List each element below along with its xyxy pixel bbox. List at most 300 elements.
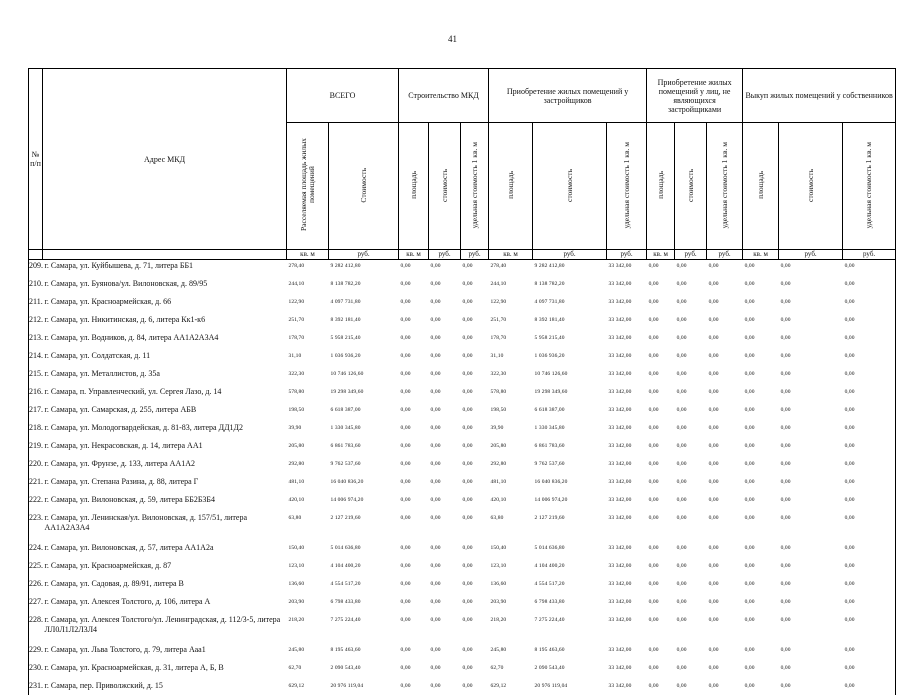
row-total-cost: 6 861 783,60 <box>329 437 399 455</box>
row-nondev-unit-cost: 0,00 <box>707 575 743 593</box>
row-construction-unit-cost: 0,00 <box>461 419 489 437</box>
row-construction-area: 0,00 <box>399 659 429 677</box>
table-row <box>29 593 896 611</box>
row-buyout-cost: 0,00 <box>779 311 843 329</box>
row-developer-area: 203,90 <box>489 593 533 611</box>
table-row <box>29 311 896 329</box>
table-row <box>29 329 896 347</box>
row-buyout-cost: 0,00 <box>779 539 843 557</box>
unit-cell: руб. <box>607 250 647 260</box>
unit-cell: руб. <box>675 250 707 260</box>
row-total-cost: 16 040 836,20 <box>329 473 399 491</box>
row-construction-cost: 0,00 <box>429 383 461 401</box>
row-number: 227. <box>29 593 43 611</box>
row-number: 213. <box>29 329 43 347</box>
row-construction-cost: 0,00 <box>429 557 461 575</box>
row-developer-unit-cost: 33 342,00 <box>607 437 647 455</box>
row-developer-area: 122,90 <box>489 293 533 311</box>
row-total-area: 629,12 <box>287 677 329 695</box>
row-construction-cost: 0,00 <box>429 611 461 641</box>
row-total-cost: 9 762 537,60 <box>329 455 399 473</box>
table-row <box>29 275 896 293</box>
row-total-cost: 7 275 224,40 <box>329 611 399 641</box>
row-developer-area: 136,60 <box>489 575 533 593</box>
row-buyout-unit-cost: 0,00 <box>843 311 896 329</box>
row-construction-area: 0,00 <box>399 611 429 641</box>
row-nondev-cost: 0,00 <box>675 557 707 575</box>
row-total-area: 244,10 <box>287 275 329 293</box>
row-buyout-cost: 0,00 <box>779 611 843 641</box>
row-construction-unit-cost: 0,00 <box>461 509 489 539</box>
row-construction-area: 0,00 <box>399 641 429 659</box>
row-address: г. Самара, ул. Некрасовская, д. 14, литера АА1 <box>43 437 287 455</box>
row-developer-cost: 4 104 400,20 <box>533 557 607 575</box>
row-buyout-area: 0,00 <box>743 419 779 437</box>
sub-header-area: площадь <box>489 123 533 250</box>
row-developer-unit-cost: 33 342,00 <box>607 419 647 437</box>
row-construction-area: 0,00 <box>399 311 429 329</box>
unit-cell: руб. <box>533 250 607 260</box>
row-construction-unit-cost: 0,00 <box>461 383 489 401</box>
row-number: 226. <box>29 575 43 593</box>
row-developer-area: 150,40 <box>489 539 533 557</box>
table-row <box>29 491 896 509</box>
row-developer-unit-cost: 33 342,00 <box>607 593 647 611</box>
row-developer-cost: 14 006 974,20 <box>533 491 607 509</box>
row-developer-unit-cost: 33 342,00 <box>607 539 647 557</box>
table-row <box>29 641 896 659</box>
row-nondev-area: 0,00 <box>647 275 675 293</box>
row-nondev-unit-cost: 0,00 <box>707 260 743 276</box>
unit-cell <box>29 250 43 260</box>
row-developer-unit-cost: 33 342,00 <box>607 641 647 659</box>
row-construction-area: 0,00 <box>399 347 429 365</box>
row-construction-cost: 0,00 <box>429 293 461 311</box>
table-row <box>29 539 896 557</box>
row-buyout-area: 0,00 <box>743 641 779 659</box>
row-address: г. Самара, ул. Красноармейская, д. 31, литера А, Б, В <box>43 659 287 677</box>
row-buyout-area: 0,00 <box>743 401 779 419</box>
sub-header-cost: стоимость <box>533 123 607 250</box>
row-construction-area: 0,00 <box>399 419 429 437</box>
row-developer-area: 39,90 <box>489 419 533 437</box>
table-row <box>29 293 896 311</box>
row-developer-cost: 2 127 219,60 <box>533 509 607 539</box>
row-buyout-area: 0,00 <box>743 575 779 593</box>
row-construction-unit-cost: 0,00 <box>461 311 489 329</box>
row-construction-cost: 0,00 <box>429 347 461 365</box>
row-nondev-area: 0,00 <box>647 473 675 491</box>
row-buyout-cost: 0,00 <box>779 491 843 509</box>
row-nondev-area: 0,00 <box>647 293 675 311</box>
row-number: 211. <box>29 293 43 311</box>
row-buyout-area: 0,00 <box>743 311 779 329</box>
unit-cell: кв. м <box>287 250 329 260</box>
row-developer-cost: 2 090 543,40 <box>533 659 607 677</box>
row-address: г. Самара, ул. Самарская, д. 255, литера АБВ <box>43 401 287 419</box>
row-address: г. Самара, ул. Алексея Толстого/ул. Ленинградская, д. 112/3-5, литера ЛЛ0Л1Л2Л3Л4 <box>43 611 287 641</box>
row-construction-area: 0,00 <box>399 509 429 539</box>
row-construction-area: 0,00 <box>399 455 429 473</box>
row-number: 212. <box>29 311 43 329</box>
row-construction-cost: 0,00 <box>429 659 461 677</box>
group-developer-header: Приобретение жилых помещений у застройщиков <box>489 69 647 123</box>
row-buyout-unit-cost: 0,00 <box>843 401 896 419</box>
row-developer-area: 578,80 <box>489 383 533 401</box>
row-address: г. Самара, ул. Степана Разина, д. 88, литера Г <box>43 473 287 491</box>
row-total-cost: 4 097 731,80 <box>329 293 399 311</box>
row-total-area: 178,70 <box>287 329 329 347</box>
row-nondev-area: 0,00 <box>647 260 675 276</box>
row-buyout-unit-cost: 0,00 <box>843 419 896 437</box>
row-developer-cost: 5 958 215,40 <box>533 329 607 347</box>
row-developer-area: 481,10 <box>489 473 533 491</box>
row-buyout-cost: 0,00 <box>779 641 843 659</box>
table-row <box>29 509 896 539</box>
table-row <box>29 260 896 276</box>
row-buyout-cost: 0,00 <box>779 473 843 491</box>
row-nondev-unit-cost: 0,00 <box>707 311 743 329</box>
row-developer-cost: 4 097 731,80 <box>533 293 607 311</box>
row-developer-unit-cost: 33 342,00 <box>607 311 647 329</box>
row-construction-cost: 0,00 <box>429 593 461 611</box>
sub-header-unit-cost: удельная стоимость 1 кв. м <box>607 123 647 250</box>
row-nondev-cost: 0,00 <box>675 419 707 437</box>
row-construction-unit-cost: 0,00 <box>461 293 489 311</box>
row-buyout-cost: 0,00 <box>779 419 843 437</box>
row-developer-cost: 5 014 636,80 <box>533 539 607 557</box>
row-construction-area: 0,00 <box>399 473 429 491</box>
row-construction-area: 0,00 <box>399 365 429 383</box>
sub-header-area: площадь <box>399 123 429 250</box>
table-row <box>29 677 896 695</box>
row-buyout-unit-cost: 0,00 <box>843 641 896 659</box>
row-construction-cost: 0,00 <box>429 311 461 329</box>
row-buyout-area: 0,00 <box>743 275 779 293</box>
row-total-area: 218,20 <box>287 611 329 641</box>
row-buyout-cost: 0,00 <box>779 455 843 473</box>
unit-cell: руб. <box>843 250 896 260</box>
row-developer-area: 63,80 <box>489 509 533 539</box>
row-nondev-unit-cost: 0,00 <box>707 509 743 539</box>
row-buyout-area: 0,00 <box>743 491 779 509</box>
row-address: г. Самара, ул. Солдатская, д. 11 <box>43 347 287 365</box>
row-nondev-unit-cost: 0,00 <box>707 473 743 491</box>
row-nondev-area: 0,00 <box>647 455 675 473</box>
table-row <box>29 611 896 641</box>
row-buyout-unit-cost: 0,00 <box>843 260 896 276</box>
row-construction-area: 0,00 <box>399 491 429 509</box>
row-construction-cost: 0,00 <box>429 575 461 593</box>
row-nondev-unit-cost: 0,00 <box>707 557 743 575</box>
row-number: 231. <box>29 677 43 695</box>
row-total-cost: 1 036 936,20 <box>329 347 399 365</box>
row-total-cost: 4 104 400,20 <box>329 557 399 575</box>
row-construction-unit-cost: 0,00 <box>461 437 489 455</box>
row-construction-unit-cost: 0,00 <box>461 593 489 611</box>
row-address: г. Самара, ул. Алексея Толстого, д. 106, литера А <box>43 593 287 611</box>
row-nondev-cost: 0,00 <box>675 311 707 329</box>
row-construction-cost: 0,00 <box>429 455 461 473</box>
row-total-cost: 8 392 181,40 <box>329 311 399 329</box>
row-buyout-cost: 0,00 <box>779 509 843 539</box>
row-total-area: 123,10 <box>287 557 329 575</box>
row-nondev-area: 0,00 <box>647 401 675 419</box>
row-developer-area: 245,80 <box>489 641 533 659</box>
row-developer-unit-cost: 33 342,00 <box>607 275 647 293</box>
row-construction-unit-cost: 0,00 <box>461 611 489 641</box>
row-number: 210. <box>29 275 43 293</box>
row-developer-cost: 1 036 936,20 <box>533 347 607 365</box>
row-total-cost: 8 195 463,60 <box>329 641 399 659</box>
row-construction-cost: 0,00 <box>429 329 461 347</box>
row-construction-cost: 0,00 <box>429 260 461 276</box>
row-developer-area: 244,10 <box>489 275 533 293</box>
sub-header-total-area: Расселяемая площадь жилых помещений <box>287 123 329 250</box>
unit-cell: кв. м <box>647 250 675 260</box>
row-developer-area: 62,70 <box>489 659 533 677</box>
row-buyout-area: 0,00 <box>743 677 779 695</box>
row-address: г. Самара, ул. Садовая, д. 89/91, литера В <box>43 575 287 593</box>
row-developer-cost: 4 554 517,20 <box>533 575 607 593</box>
row-developer-cost: 20 976 119,04 <box>533 677 607 695</box>
row-buyout-unit-cost: 0,00 <box>843 593 896 611</box>
row-nondev-cost: 0,00 <box>675 611 707 641</box>
units-row <box>29 250 896 260</box>
row-total-cost: 4 554 517,20 <box>329 575 399 593</box>
row-nondev-cost: 0,00 <box>675 539 707 557</box>
row-buyout-area: 0,00 <box>743 329 779 347</box>
row-nondev-area: 0,00 <box>647 539 675 557</box>
row-construction-cost: 0,00 <box>429 419 461 437</box>
row-buyout-unit-cost: 0,00 <box>843 677 896 695</box>
row-construction-unit-cost: 0,00 <box>461 575 489 593</box>
row-nondev-unit-cost: 0,00 <box>707 455 743 473</box>
row-nondev-area: 0,00 <box>647 311 675 329</box>
row-developer-cost: 6 798 433,80 <box>533 593 607 611</box>
row-buyout-unit-cost: 0,00 <box>843 437 896 455</box>
col-address-header: Адрес МКД <box>43 69 287 250</box>
row-address: г. Самара, ул. Никитинская, д. 6, литера Кк1-к6 <box>43 311 287 329</box>
row-construction-area: 0,00 <box>399 539 429 557</box>
row-address: г. Самара, ул. Ленинская/ул. Вилоновская, д. 157/51, литера АА1А2А3А4 <box>43 509 287 539</box>
row-address: г. Самара, ул. Вилоновская, д. 59, литера ББ2Б3Б4 <box>43 491 287 509</box>
row-developer-unit-cost: 33 342,00 <box>607 491 647 509</box>
row-total-area: 198,50 <box>287 401 329 419</box>
row-developer-cost: 8 138 782,20 <box>533 275 607 293</box>
row-nondev-cost: 0,00 <box>675 347 707 365</box>
table-row <box>29 659 896 677</box>
row-nondev-area: 0,00 <box>647 557 675 575</box>
table-row <box>29 437 896 455</box>
row-total-cost: 9 282 412,80 <box>329 260 399 276</box>
row-developer-unit-cost: 33 342,00 <box>607 365 647 383</box>
row-nondev-unit-cost: 0,00 <box>707 677 743 695</box>
row-nondev-area: 0,00 <box>647 611 675 641</box>
row-buyout-cost: 0,00 <box>779 275 843 293</box>
row-developer-cost: 6 861 783,60 <box>533 437 607 455</box>
row-nondev-cost: 0,00 <box>675 455 707 473</box>
row-number: 228. <box>29 611 43 641</box>
unit-cell: руб. <box>429 250 461 260</box>
row-nondev-unit-cost: 0,00 <box>707 611 743 641</box>
row-nondev-unit-cost: 0,00 <box>707 641 743 659</box>
row-total-area: 420,10 <box>287 491 329 509</box>
row-address: г. Самара, ул. Красноармейская, д. 87 <box>43 557 287 575</box>
row-nondev-area: 0,00 <box>647 419 675 437</box>
row-number: 215. <box>29 365 43 383</box>
row-buyout-area: 0,00 <box>743 383 779 401</box>
row-developer-area: 198,50 <box>489 401 533 419</box>
unit-cell: руб. <box>461 250 489 260</box>
row-total-cost: 19 298 349,60 <box>329 383 399 401</box>
row-buyout-cost: 0,00 <box>779 593 843 611</box>
row-construction-unit-cost: 0,00 <box>461 455 489 473</box>
row-developer-area: 292,80 <box>489 455 533 473</box>
row-construction-unit-cost: 0,00 <box>461 677 489 695</box>
row-developer-unit-cost: 33 342,00 <box>607 509 647 539</box>
row-construction-unit-cost: 0,00 <box>461 539 489 557</box>
sub-header-cost: стоимость <box>779 123 843 250</box>
row-address: г. Самара, ул. Буянова/ул. Вилоновская, д. 89/95 <box>43 275 287 293</box>
unit-cell: кв. м <box>489 250 533 260</box>
row-address: г. Самара, ул. Водников, д. 84, литера АА1А2А3А4 <box>43 329 287 347</box>
row-buyout-unit-cost: 0,00 <box>843 557 896 575</box>
row-number: 218. <box>29 419 43 437</box>
row-nondev-cost: 0,00 <box>675 473 707 491</box>
row-number: 221. <box>29 473 43 491</box>
row-developer-cost: 1 330 345,80 <box>533 419 607 437</box>
row-developer-cost: 8 392 181,40 <box>533 311 607 329</box>
page-number: 41 <box>0 34 905 44</box>
sub-header-cost: Стоимость <box>329 123 399 250</box>
row-buyout-cost: 0,00 <box>779 401 843 419</box>
group-non-developer-header: Приобретение жилых помещений у лиц, не являющихся застройщиками <box>647 69 743 123</box>
row-construction-cost: 0,00 <box>429 539 461 557</box>
row-nondev-area: 0,00 <box>647 347 675 365</box>
row-construction-area: 0,00 <box>399 677 429 695</box>
row-nondev-unit-cost: 0,00 <box>707 593 743 611</box>
row-developer-area: 218,20 <box>489 611 533 641</box>
row-nondev-cost: 0,00 <box>675 437 707 455</box>
row-construction-area: 0,00 <box>399 260 429 276</box>
unit-cell: кв. м <box>743 250 779 260</box>
row-construction-cost: 0,00 <box>429 437 461 455</box>
row-nondev-cost: 0,00 <box>675 260 707 276</box>
row-total-cost: 10 746 126,60 <box>329 365 399 383</box>
row-nondev-cost: 0,00 <box>675 509 707 539</box>
row-buyout-cost: 0,00 <box>779 293 843 311</box>
sub-header-area: площадь <box>743 123 779 250</box>
row-nondev-area: 0,00 <box>647 365 675 383</box>
row-number: 223. <box>29 509 43 539</box>
row-total-area: 245,80 <box>287 641 329 659</box>
row-developer-unit-cost: 33 342,00 <box>607 401 647 419</box>
row-total-cost: 20 976 119,04 <box>329 677 399 695</box>
table-row <box>29 575 896 593</box>
row-nondev-cost: 0,00 <box>675 383 707 401</box>
row-construction-area: 0,00 <box>399 557 429 575</box>
row-nondev-unit-cost: 0,00 <box>707 365 743 383</box>
sub-header-cost: стоимость <box>675 123 707 250</box>
row-developer-unit-cost: 33 342,00 <box>607 260 647 276</box>
row-total-area: 31,10 <box>287 347 329 365</box>
row-construction-cost: 0,00 <box>429 275 461 293</box>
row-total-area: 136,60 <box>287 575 329 593</box>
row-number: 220. <box>29 455 43 473</box>
row-construction-area: 0,00 <box>399 275 429 293</box>
row-buyout-unit-cost: 0,00 <box>843 329 896 347</box>
row-developer-cost: 9 282 412,80 <box>533 260 607 276</box>
row-developer-unit-cost: 33 342,00 <box>607 677 647 695</box>
row-buyout-area: 0,00 <box>743 473 779 491</box>
row-construction-unit-cost: 0,00 <box>461 365 489 383</box>
row-nondev-unit-cost: 0,00 <box>707 347 743 365</box>
row-construction-cost: 0,00 <box>429 473 461 491</box>
row-construction-unit-cost: 0,00 <box>461 401 489 419</box>
row-construction-area: 0,00 <box>399 575 429 593</box>
row-developer-area: 420,10 <box>489 491 533 509</box>
row-developer-cost: 19 298 349,60 <box>533 383 607 401</box>
row-nondev-area: 0,00 <box>647 491 675 509</box>
row-buyout-cost: 0,00 <box>779 677 843 695</box>
row-buyout-area: 0,00 <box>743 437 779 455</box>
group-construction-header: Строительство МКД <box>399 69 489 123</box>
row-nondev-cost: 0,00 <box>675 491 707 509</box>
row-number: 229. <box>29 641 43 659</box>
table-row <box>29 557 896 575</box>
row-total-area: 278,40 <box>287 260 329 276</box>
row-nondev-cost: 0,00 <box>675 275 707 293</box>
row-developer-unit-cost: 33 342,00 <box>607 455 647 473</box>
col-number-header: № п/п <box>29 69 43 250</box>
row-developer-unit-cost: 33 342,00 <box>607 293 647 311</box>
row-total-area: 481,10 <box>287 473 329 491</box>
row-developer-unit-cost: 33 342,00 <box>607 383 647 401</box>
row-buyout-area: 0,00 <box>743 365 779 383</box>
row-buyout-area: 0,00 <box>743 539 779 557</box>
row-address: г. Самара, п. Управленческий, ул. Сергея Лазо, д. 14 <box>43 383 287 401</box>
row-nondev-unit-cost: 0,00 <box>707 329 743 347</box>
row-developer-area: 31,10 <box>489 347 533 365</box>
row-developer-cost: 16 040 836,20 <box>533 473 607 491</box>
row-construction-unit-cost: 0,00 <box>461 659 489 677</box>
row-total-area: 63,80 <box>287 509 329 539</box>
row-number: 214. <box>29 347 43 365</box>
row-buyout-cost: 0,00 <box>779 659 843 677</box>
row-address: г. Самара, пер. Приволжский, д. 15 <box>43 677 287 695</box>
row-construction-cost: 0,00 <box>429 677 461 695</box>
row-number: 219. <box>29 437 43 455</box>
row-nondev-cost: 0,00 <box>675 641 707 659</box>
row-buyout-unit-cost: 0,00 <box>843 455 896 473</box>
row-buyout-cost: 0,00 <box>779 329 843 347</box>
sub-header-unit-cost: удельная стоимость 1 кв. м <box>461 123 489 250</box>
row-construction-unit-cost: 0,00 <box>461 491 489 509</box>
row-construction-cost: 0,00 <box>429 365 461 383</box>
sub-header-area: площадь <box>647 123 675 250</box>
table-body <box>29 260 896 695</box>
row-nondev-area: 0,00 <box>647 575 675 593</box>
row-total-area: 292,80 <box>287 455 329 473</box>
row-address: г. Самара, ул. Металлистов, д. 35а <box>43 365 287 383</box>
row-construction-area: 0,00 <box>399 293 429 311</box>
row-buyout-unit-cost: 0,00 <box>843 659 896 677</box>
table-row <box>29 365 896 383</box>
row-developer-area: 251,70 <box>489 311 533 329</box>
row-nondev-unit-cost: 0,00 <box>707 401 743 419</box>
row-buyout-cost: 0,00 <box>779 260 843 276</box>
